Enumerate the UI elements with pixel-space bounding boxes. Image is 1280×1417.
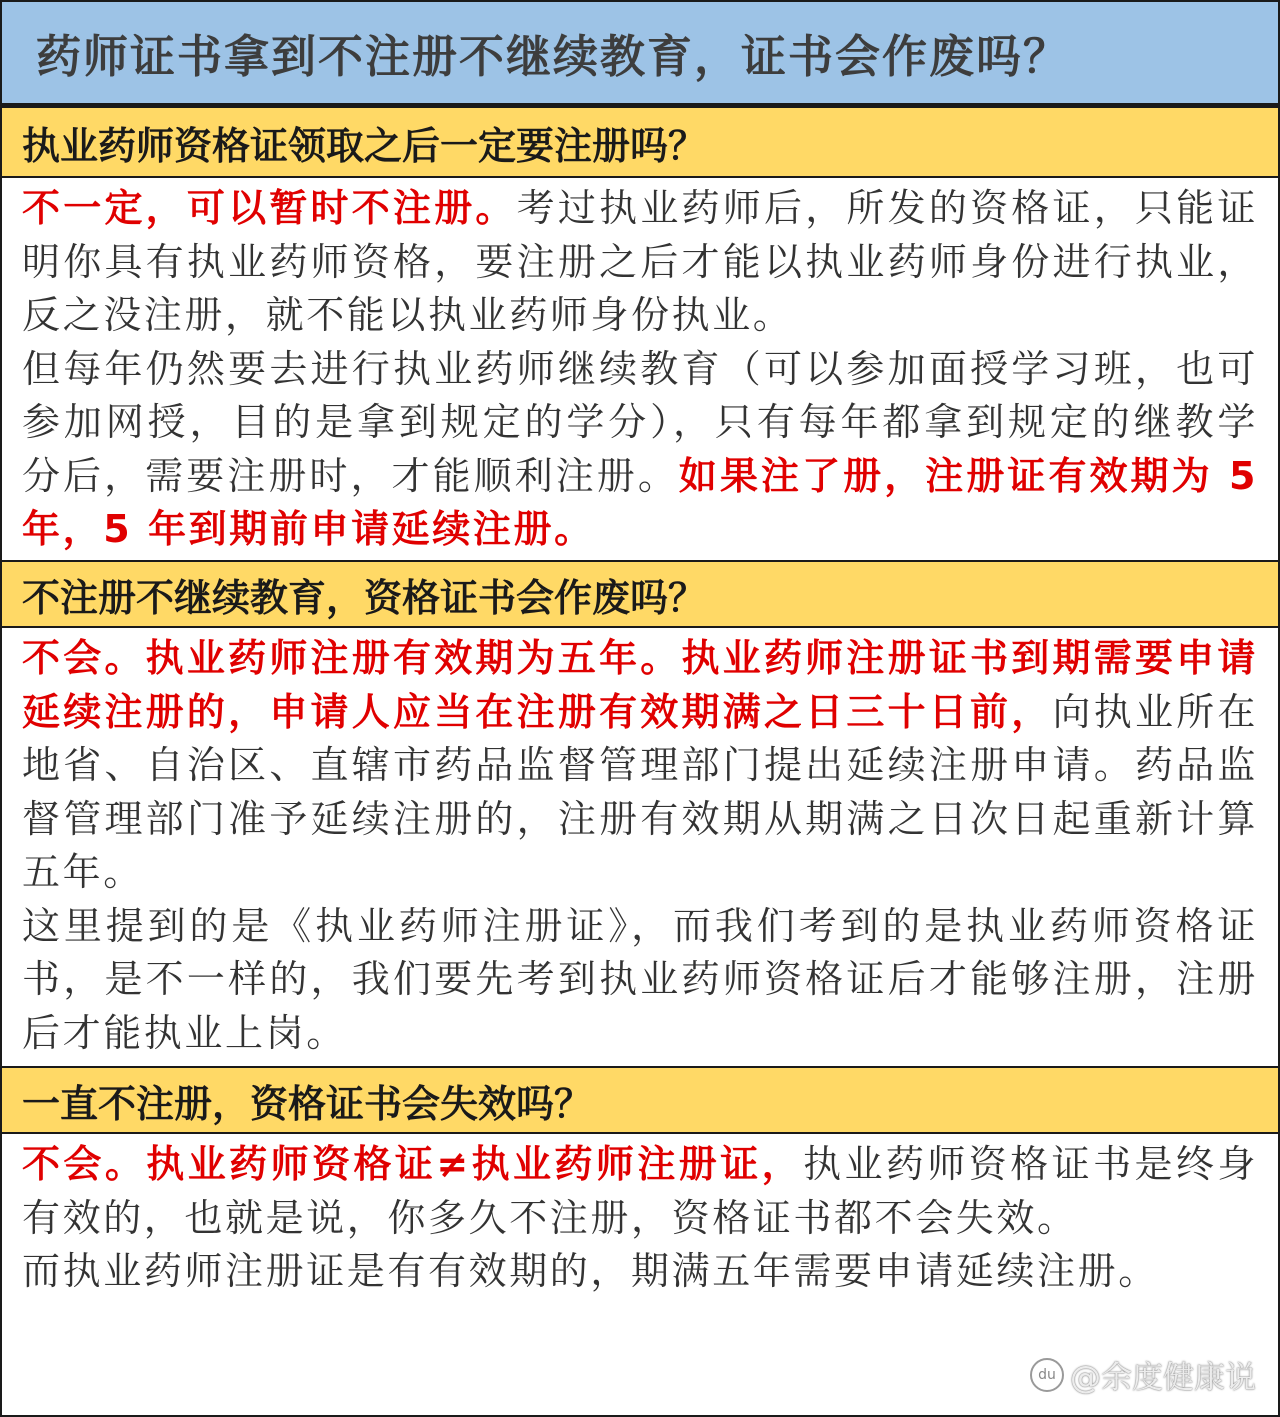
answer-1-highlight-1: 不一定，可以暂时不注册。 [22,186,517,230]
answer-1-paragraph-2 [22,343,1258,557]
answer-2-highlight-1: 不会。执业药师注册有效期为五年。执业药师注册证书到期需要申请延续注册的，申请人应当在注册有效期满之日三十日前， [22,636,1258,734]
answer-3-paragraph-1 [22,1138,1258,1245]
answer-2-paragraph-1 [22,632,1258,900]
question-bar-3 [2,1066,1278,1134]
question-bar-2 [2,560,1278,628]
answer-2-text-1: 向执业所在地省、自治区、直辖市药品监督管理部门提出延续注册申请。药品监督管理部门准予延续注册的，注册有效期从期满之日次日起重新计算五年。 [22,689,1258,894]
question-2: 不注册不继续教育，资格证书会作废吗？ [22,575,707,620]
answer-1-text-2: 但每年仍然要去进行执业药师继续教育（可以参加面授学习班，也可参加网授，目的是拿到规定的学分），只有每年都拿到规定的继教学分后，需要注册时，才能顺利注册。 [22,346,1258,498]
answer-2-paragraph-2 [22,900,1258,1061]
answer-3-text-1: 执业药师资格证书是终身有效的，也就是说，你多久不注册，资格证书都不会失效。 [22,1142,1258,1240]
answer-block-2 [2,628,1278,1066]
answer-3-paragraph-2 [22,1245,1258,1299]
answer-1-paragraph-1 [22,182,1258,343]
title-banner [2,2,1278,106]
watermark-text: @余度健康说 [1070,1360,1256,1396]
answer-block-1 [2,178,1278,560]
answer-3-text-2: 而执业药师注册证是有有效期的，期满五年需要申请延续注册。 [22,1249,1159,1293]
page-title: 药师证书拿到不注册不继续教育，证书会作废吗？ [36,30,1071,83]
question-1: 执业药师资格证领取之后一定要注册吗？ [22,123,707,168]
answer-1-text-1: 考过执业药师后，所发的资格证，只能证明你具有执业药师资格，要注册之后才能以执业药师身份进行执业，反之没注册，就不能以执业药师身份执业。 [22,186,1259,337]
question-3: 一直不注册，资格证书会失效吗？ [22,1081,593,1126]
answer-1-highlight-2: 如果注了册，注册证有效期为 5 年，5 年到期前申请延续注册。 [22,453,1258,551]
question-bar-1 [2,106,1278,178]
answer-2-text-2: 这里提到的是《执业药师注册证》，而我们考到的是执业药师资格证书，是不一样的，我们要先考到执业药师资格证后才能够注册，注册后才能执业上岗。 [22,903,1258,1055]
watermark [1030,1352,1256,1397]
answer-3-highlight-1: 不会。执业药师资格证≠执业药师注册证， [22,1142,804,1186]
paw-icon: du [1030,1358,1064,1392]
